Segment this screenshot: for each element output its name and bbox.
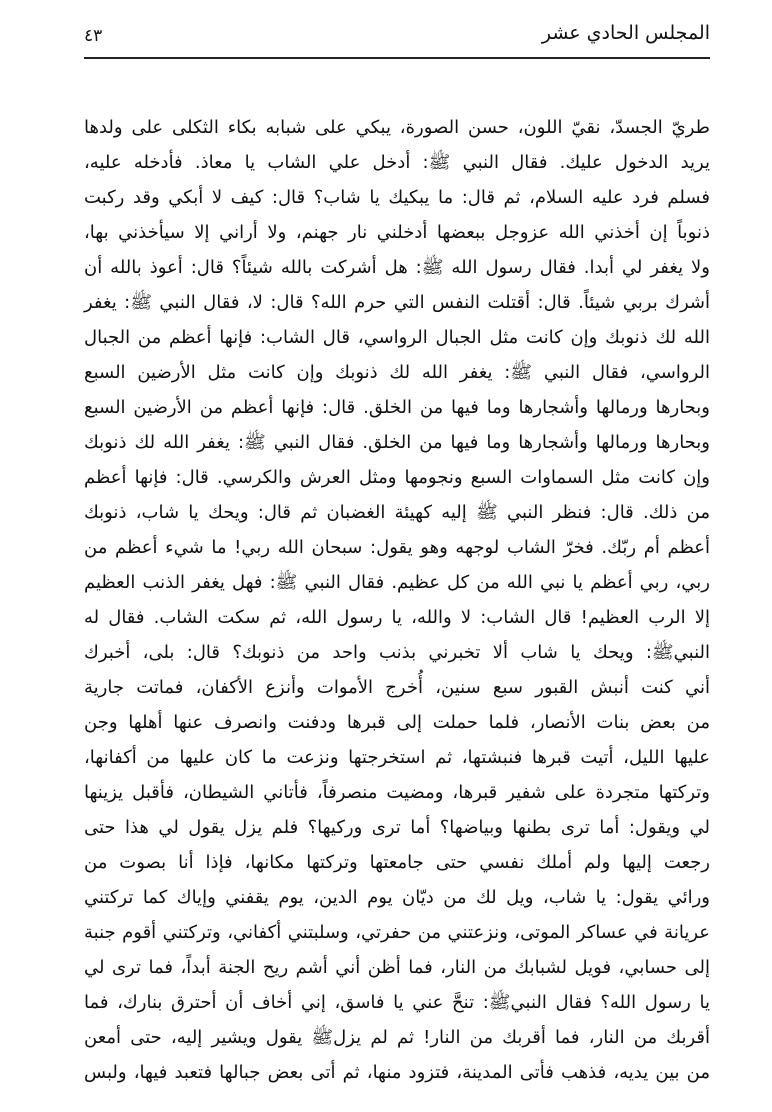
text-line: وبحارها ورمالها وأشجارها وما فيها من الخلق. قال: فإنها أعظم من الأرضين السبع xyxy=(84,397,710,418)
text-line: أني كنت أنبش القبور سبع سنين، أُخرج الأموات وأنزع الأكفان، فماتت جارية xyxy=(84,677,710,698)
text-line: إلى حسابي، فويل لشبابك من النار، فما أظن أني أشم ريح الجنة أبداً، فما ترى لي xyxy=(84,957,710,978)
running-header xyxy=(84,18,710,56)
text-line: ولا يغفر لي أبدا. فقال رسول الله ﷺ: هل أشركت بالله شيئاً؟ قال: أعوذ بالله أن xyxy=(84,257,710,278)
chapter-title: المجلس الحادي عشر xyxy=(541,22,710,44)
text-line: من ذلك. قال: فنظر النبي ﷺ إليه كهيئة الغضبان ثم قال: ويحك يا شاب، ذنوبك xyxy=(84,502,710,523)
text-line: إلا الرب العظيم! قال الشاب: لا والله، يا رسول الله، ثم سكت الشاب. فقال له xyxy=(84,607,710,628)
text-line: يا رسول الله؟ فقال النبيﷺ: تنحَّ عني يا فاسق، إني أخاف أن أحترق بنارك، فما xyxy=(84,992,710,1013)
text-line: ذنوباً إن أخذني الله عزوجل ببعضها أدخلني نار جهنم، ولا أراني إلا سيأخذني بها، xyxy=(84,222,710,243)
header-rule xyxy=(84,57,710,59)
text-line: النبيﷺ: ويحك يا شاب ألا تخبرني بذنب واحد من ذنوبك؟ قال: بلى، أخبرك xyxy=(84,642,710,663)
text-line: وبحارها ورمالها وأشجارها وما فيها من الخلق. فقال النبي ﷺ: يغفر الله لك ذنوبك xyxy=(84,432,710,453)
text-line: الله لك ذنوبك وإن كانت مثل الجبال الرواسي، قال الشاب: فإنها أعظم من الجبال xyxy=(84,327,710,348)
text-line: طريّ الجسدّ، نقيّ اللون، حسن الصورة، يبكي على شبابه بكاء الثكلى على ولدها xyxy=(84,117,710,138)
page-number: ٤٣ xyxy=(84,26,103,46)
text-line: عليها الليل، أتيت قبرها فنبشتها، ثم استخرجتها ونزعت ما كان عليها من أكفانها، xyxy=(84,747,710,768)
text-line: يريد الدخول عليك. فقال النبي ﷺ: أدخل علي الشاب يا معاذ. فأدخله عليه، xyxy=(84,152,710,173)
text-line: ربي، ربي أعظم يا نبي الله من كل عظيم. فقال النبي ﷺ: فهل يغفر الذنب العظيم xyxy=(84,572,710,593)
text-line: لي ويقول: أما ترى بطنها وبياضها؟ أما ترى وركيها؟ فلم يزل يقول لي هذا حتى xyxy=(84,817,710,838)
text-line: ورائي يقول: يا شاب، ويل لك من ديّان يوم الدين، يوم يقفني وإياك كما تركتني xyxy=(84,887,710,908)
text-line: أعظم أم ربّك. فخرّ الشاب لوجهه وهو يقول: سبحان الله ربي! ما شيء أعظم من xyxy=(84,537,710,558)
text-line: أشرك بربي شيئاً. قال: أقتلت النفس التي حرم الله؟ قال: لا، فقال النبي ﷺ: يغفر xyxy=(84,292,710,313)
body-text xyxy=(84,110,710,1090)
text-line: رجعت إليها ولم أملك نفسي حتى جامعتها وتركتها مكانها، فإذا أنا بصوت من xyxy=(84,852,710,873)
text-line: وتركتها متجردة على شفير قبرها، ومضيت منصرفاً، فأتاني الشيطان، فأقبل يزينها xyxy=(84,782,710,803)
text-line: وإن كانت مثل السماوات السبع ونجومها ومثل العرش والكرسي. قال: فإنها أعظم xyxy=(84,467,710,488)
text-line: من بين يديه، فذهب فأتى المدينة، فتزود منها، ثم أتى بعض جبالها فتعبد فيها، ولبس xyxy=(84,1062,710,1083)
text-line: عريانة في عساكر الموتى، ونزعتني من حفرتي، وسلبتني أكفاني، وتركتني أقوم جنبة xyxy=(84,922,710,943)
text-line: أقربك من النار، فما أقربك من النار! ثم لم يزلﷺ يقول ويشير إليه، حتى أمعن xyxy=(84,1027,710,1048)
text-line: الرواسي، فقال النبي ﷺ: يغفر الله لك ذنوبك وإن كانت مثل الأرضين السبع xyxy=(84,362,710,383)
text-line: فسلم فرد عليه السلام، ثم قال: ما يبكيك يا شاب؟ قال: كيف لا أبكي وقد ركبت xyxy=(84,187,710,208)
text-line: من بعض بنات الأنصار، فلما حملت إلى قبرها ودفنت وانصرف عنها أهلها وجن xyxy=(84,712,710,733)
